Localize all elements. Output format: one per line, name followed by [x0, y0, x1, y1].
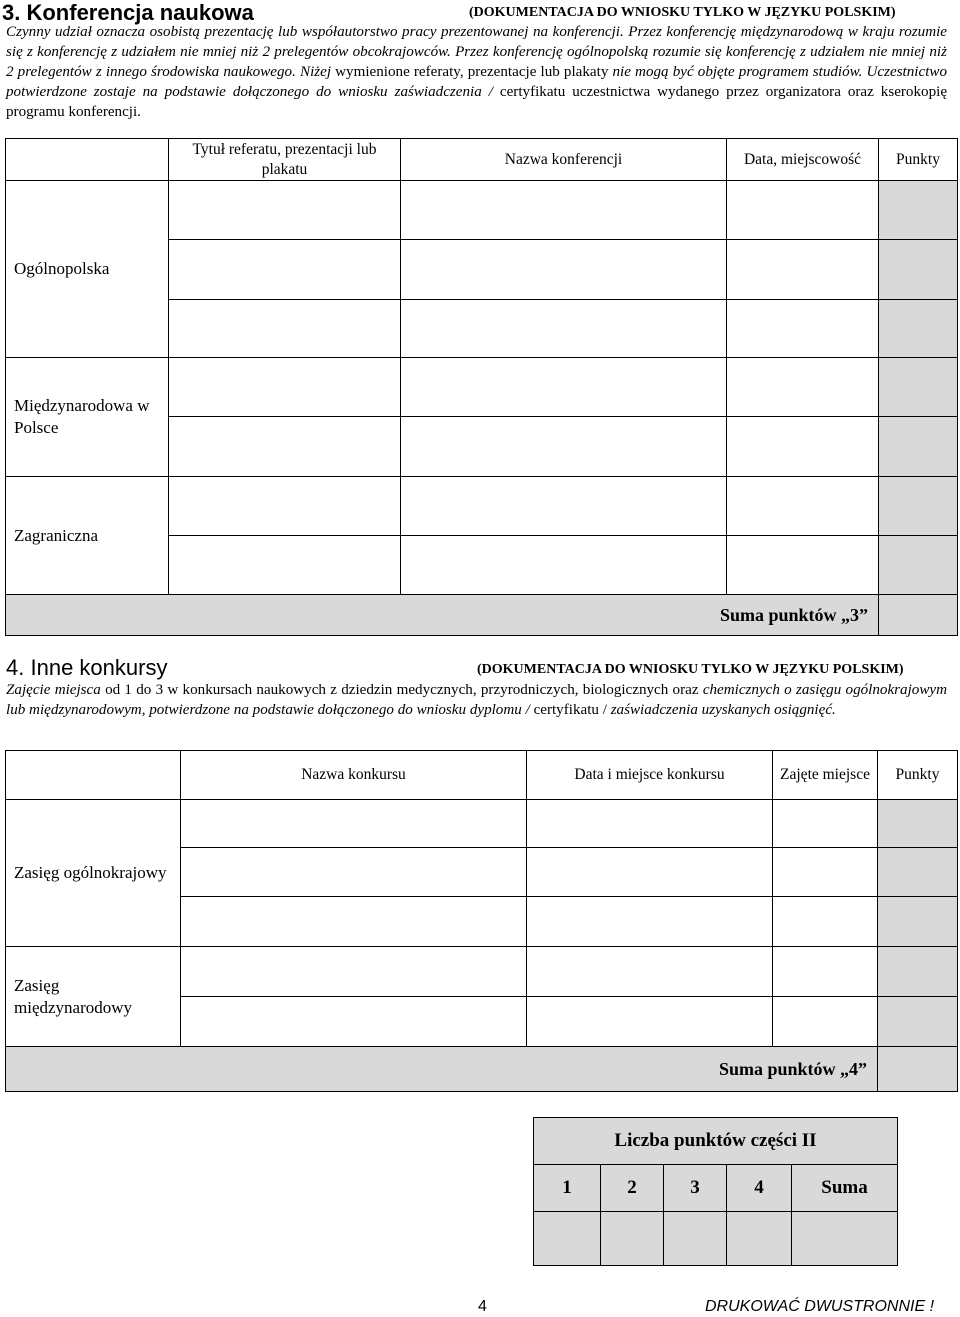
conference-date-cell[interactable]	[727, 358, 879, 417]
section3-desc-p4: nie mogą być objęte programem studiów.	[612, 64, 863, 80]
summary-value-row	[534, 1212, 898, 1266]
section4-desc-p5: zaświadczenia uzyskanych osiągnięć.	[610, 702, 836, 718]
contest-table	[5, 750, 958, 1092]
contest-row	[6, 800, 958, 848]
contest-date-cell[interactable]	[527, 800, 773, 848]
contest-points-cell	[878, 848, 958, 897]
conference-points-cell	[879, 300, 958, 358]
conference-points-cell	[879, 477, 958, 536]
section4-desc-p3: chemicznych o zasięgu ogólnokrajowym lub międzynarodowym, potwierdzone na podstawie dołączonego do wniosku dyplomu /	[6, 682, 947, 718]
section4-desc-p4: certyfikatu /	[533, 702, 607, 718]
contest-col-date: Data i miejsce konkursu	[527, 751, 773, 800]
conference-points-cell	[879, 536, 958, 595]
conference-name-cell[interactable]	[401, 536, 727, 595]
conference-date-cell[interactable]	[727, 477, 879, 536]
conference-header-blank	[6, 139, 169, 181]
summary-col-4: 4	[727, 1165, 792, 1212]
summary-value-2	[601, 1212, 664, 1266]
conference-name-cell[interactable]	[401, 358, 727, 417]
contest-date-cell[interactable]	[527, 848, 773, 897]
contest-place-cell[interactable]	[773, 800, 878, 848]
section3-desc-p6: certyfikatu uczestnictwa wydanego przez organizatora oraz kserokopię programu konferencji.	[6, 84, 948, 120]
section4-heading	[6, 657, 167, 679]
conference-date-cell[interactable]	[727, 417, 879, 477]
section3-desc-p5: Uczestnictwo potwierdzone zostaje na podstawie dołączonego do wniosku zaświadczenia /	[6, 64, 948, 100]
conference-date-cell[interactable]	[727, 240, 879, 300]
conference-row	[6, 181, 958, 240]
summary-table	[533, 1117, 898, 1266]
section4-desc-p1: Zajęcie miejsca	[6, 682, 101, 698]
conference-col-title: Tytuł referatu, prezentacji lub plakatu	[169, 139, 401, 181]
summary-col-sum: Suma	[792, 1165, 898, 1212]
conference-points-cell	[879, 181, 958, 240]
contest-col-points: Punkty	[878, 751, 958, 800]
conference-title-cell[interactable]	[169, 358, 401, 417]
conference-row	[6, 477, 958, 536]
conference-title-cell[interactable]	[169, 300, 401, 358]
contest-place-cell[interactable]	[773, 848, 878, 897]
summary-title-row	[534, 1118, 898, 1165]
conference-points-cell	[879, 240, 958, 300]
conference-name-cell[interactable]	[401, 477, 727, 536]
conference-col-name: Nazwa konferencji	[401, 139, 727, 181]
conference-name-cell[interactable]	[401, 300, 727, 358]
contest-sum-label: Suma punktów „4”	[6, 1047, 878, 1092]
section3-title: Konferencja naukowa	[26, 0, 254, 25]
conference-col-date: Data, miejscowość	[727, 139, 879, 181]
summary-col-1: 1	[534, 1165, 601, 1212]
summary-value-4	[727, 1212, 792, 1266]
contest-name-cell[interactable]	[181, 947, 527, 997]
contest-row-label-national: Zasięg ogólnokrajowy	[6, 800, 181, 947]
section4-title: Inne konkursy	[30, 655, 168, 680]
contest-col-place: Zajęte miejsce	[773, 751, 878, 800]
section3-heading	[2, 2, 254, 24]
section3-desc-p1: Czynny udział oznacza osobistą prezentację lub współautorstwo pracy prezentowanej na konferencji. Przez konferencję międzynarodową w kraju rozumie się z konferencję z udziałem nie mniej niż 2 prelegentów obcokrajowców. Przez konferencję ogólnopolską rozumie się konferencję z udziałem nie mniej niż 2 prelegentów z innego środowiska naukowego.	[6, 24, 947, 80]
conference-name-cell[interactable]	[401, 181, 727, 240]
section3-desc-p2: Niżej	[300, 64, 332, 80]
conference-row-label-national: Ogólnopolska	[6, 181, 169, 358]
contest-name-cell[interactable]	[181, 997, 527, 1047]
conference-points-cell	[879, 358, 958, 417]
conference-date-cell[interactable]	[727, 536, 879, 595]
conference-sum-label: Suma punktów „3”	[6, 595, 879, 636]
conference-row-label-abroad: Zagraniczna	[6, 477, 169, 595]
conference-title-cell[interactable]	[169, 417, 401, 477]
conference-title-cell[interactable]	[169, 477, 401, 536]
summary-value-3	[664, 1212, 727, 1266]
contest-points-cell	[878, 997, 958, 1047]
contest-date-cell[interactable]	[527, 897, 773, 947]
section4-desc-p2: od 1 do 3 w konkursach naukowych z dziedzin medycznych, przyrodniczych, biologicznych oraz	[105, 682, 699, 698]
summary-col-3: 3	[664, 1165, 727, 1212]
section3-desc-p3: wymienione referaty, prezentacje lub plakaty	[335, 64, 609, 80]
conference-points-cell	[879, 417, 958, 477]
conference-title-cell[interactable]	[169, 536, 401, 595]
conference-name-cell[interactable]	[401, 240, 727, 300]
section4-number: 4.	[6, 655, 25, 680]
conference-date-cell[interactable]	[727, 300, 879, 358]
contest-place-cell[interactable]	[773, 947, 878, 997]
contest-row-label-international: Zasięg międzynarodowy	[6, 947, 181, 1047]
contest-points-cell	[878, 947, 958, 997]
summary-col-2: 2	[601, 1165, 664, 1212]
conference-name-cell[interactable]	[401, 417, 727, 477]
summary-title: Liczba punktów części II	[534, 1118, 898, 1165]
contest-date-cell[interactable]	[527, 947, 773, 997]
print-note: DRUKOWAĆ DWUSTRONNIE !	[705, 1298, 935, 1315]
conference-date-cell[interactable]	[727, 181, 879, 240]
section4-doc-note: (DOKUMENTACJA DO WNIOSKU TYLKO W JĘZYKU POLSKIM)	[477, 662, 904, 677]
contest-points-cell	[878, 800, 958, 848]
section3-description	[6, 22, 947, 122]
conference-row	[6, 358, 958, 417]
contest-points-cell	[878, 897, 958, 947]
page-number: 4	[478, 1298, 487, 1315]
contest-header-row	[6, 751, 958, 800]
summary-header-row	[534, 1165, 898, 1212]
contest-name-cell[interactable]	[181, 848, 527, 897]
conference-row-label-international-poland: Międzynarodowa w Polsce	[6, 358, 169, 477]
contest-place-cell[interactable]	[773, 897, 878, 947]
conference-table	[5, 138, 958, 636]
conference-sum-cell	[879, 595, 958, 636]
contest-header-blank	[6, 751, 181, 800]
contest-place-cell[interactable]	[773, 997, 878, 1047]
contest-sum-row	[6, 1047, 958, 1092]
section3-number: 3.	[2, 0, 21, 25]
conference-title-cell[interactable]	[169, 181, 401, 240]
conference-title-cell[interactable]	[169, 240, 401, 300]
contest-row	[6, 947, 958, 997]
contest-name-cell[interactable]	[181, 897, 527, 947]
section4-description	[6, 680, 947, 720]
conference-col-points: Punkty	[879, 139, 958, 181]
summary-value-1	[534, 1212, 601, 1266]
contest-date-cell[interactable]	[527, 997, 773, 1047]
contest-sum-cell	[878, 1047, 958, 1092]
conference-header-row	[6, 139, 958, 181]
summary-value-sum	[792, 1212, 898, 1266]
contest-name-cell[interactable]	[181, 800, 527, 848]
section3-doc-note: (DOKUMENTACJA DO WNIOSKU TYLKO W JĘZYKU POLSKIM)	[469, 5, 896, 20]
conference-sum-row	[6, 595, 958, 636]
contest-col-name: Nazwa konkursu	[181, 751, 527, 800]
